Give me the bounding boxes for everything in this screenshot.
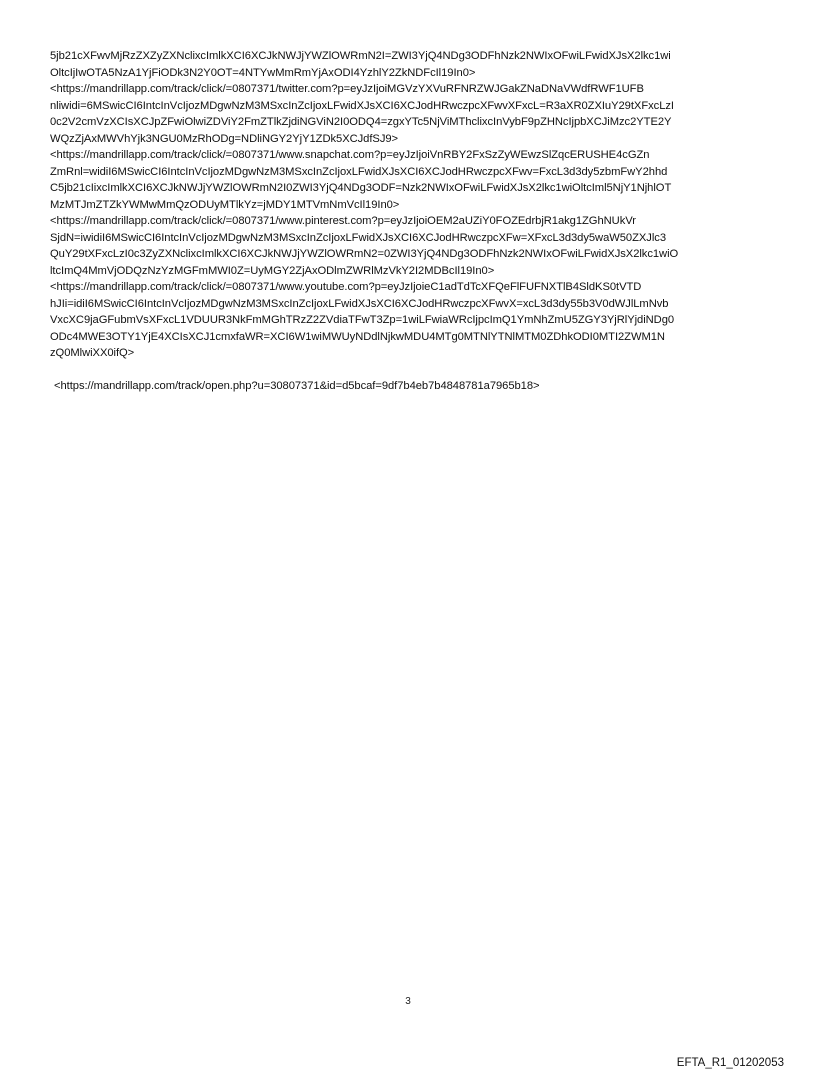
open-tracking-link: <https://mandrillapp.com/track/open.php?u=30807371&id=d5bcaf=9df7b4eb7b4848781a7965b18>	[54, 379, 540, 392]
body-text-line: <https://mandrillapp.com/track/click/=0807371/twitter.com?p=eyJzIjoiMGVzYXVuRFNRZWJGakZNaDNaVWdfRWF1UFB	[50, 83, 644, 95]
body-text-line: <https://mandrillapp.com/track/click/=0807371/www.snapchat.com?p=eyJzIjoiVnRBY2FxSzZyWEwzSlZqcERUSHE4cGZn	[50, 149, 650, 161]
page-number: 3	[405, 996, 411, 1007]
tracking-link-lines	[50, 48, 770, 362]
body-text-line: <https://mandrillapp.com/track/click/=0807371/www.pinterest.com?p=eyJzIjoiOEM2aUZiY0FOZEdrbjR1akg1ZGhNUkVr	[50, 215, 636, 227]
body-text-line: QuY29tXFxcLzI0c3ZyZXNclixcImlkXCI6XCJkNWJjYWZlOWRmN2=0ZWI3YjQ4NDg3ODFhNzk2NWIxOFwiLFwidXJsX2lkc1wiO	[50, 248, 679, 260]
body-text-line: <https://mandrillapp.com/track/click/=0807371/www.youtube.com?p=eyJzIjoieC1adTdTcXFQeFlFUFNXTlB4SldKS0tVTD	[50, 281, 642, 293]
body-text-line: ZmRnl=widiI6MSwicCI6IntcInVcIjozMDgwNzM3MSxcInZcIjoxLFwidXJsXCI6XCJodHRwczpcXFwv=FxcL3d3dy5zbmFwY2hhd	[50, 165, 668, 178]
body-text-line: nliwidi=6MSwicCI6IntcInVcIjozMDgwNzM3MSxcInZcIjoxLFwidXJsXCI6XCJodHRwczpcXFwvXFxcL=R3aXR0ZXIuY29tXFxcLzI	[50, 99, 674, 112]
body-text-line: ODc4MWE3OTY1YjE4XCIsXCJ1cmxfaWR=XCI6W1wiMWUyNDdlNjkwMDU4MTg0MTNlYTNlMTM0ZDhkODI0MTI2ZWM1N	[50, 330, 665, 343]
body-text-line: 0c2V2cmVzXCIsXCJpZFwiOlwiZDViY2FmZTlkZjdiNGViN2I0ODQ4=zgxYTc5NjViMThclixcInVybF9pZHNcIjpbXCJiMzc2YTE2Y	[50, 116, 672, 128]
body-text-line: hJIi=idiI6MSwicCI6IntcInVcIjozMDgwNzM3MSxcInZcIjoxLFwidXJsXCI6XCJodHRwczpcXFwvX=xcL3d3dy55b3V0dWJlLmNvb	[50, 297, 669, 310]
body-text-line: zQ0MlwiXX0ifQ>	[50, 347, 135, 359]
body-text-line: C5jb21cIixcImlkXCI6XCJkNWJjYWZlOWRmN2I0ZWI3YjQ4NDg3ODF=Nzk2NWIxOFwiLFwidXJsX2lkc1wiOltcIml5NjY1NjhlOT	[50, 182, 672, 194]
email-body-text	[50, 48, 770, 394]
paragraph-spacer	[50, 362, 770, 378]
body-text-line: SjdN=iwidiI6MSwicCI6IntcInVcIjozMDgwNzM3MSxcInZcIjoxLFwidXJsXCI6XCJodHRwczpcXFw=XFxcL3d3dy5waW50ZXJlc3	[50, 231, 666, 244]
body-text-line: 5jb21cXFwvMjRzZXZyZXNclixcImlkXCI6XCJkNWJjYWZlOWRmN2I=ZWI3YjQ4NDg3ODFhNzk2NWIxOFwiLFwidXJsX2lkc1wi	[50, 50, 671, 62]
body-text-line: MzMTJmZTZkYWMwMmQzODUyMTlkYz=jMDY1MTVmNmVcIl19In0>	[50, 198, 400, 211]
body-text-line: ltcImQ4MmVjODQzNzYzMGFmMWI0Z=UyMGY2ZjAxODlmZWRlMzVkY2I2MDBcIl19In0>	[50, 264, 495, 277]
body-text-line: OltcIjIwOTA5NzA1YjFiODk3N2Y0OT=4NTYwMmRmYjAxODI4YzhlY2ZkNDFcIl19In0>	[50, 66, 476, 79]
document-id-stamp: EFTA_R1_01202053	[676, 1057, 784, 1069]
body-text-line: VxcXC9jaGFubmVsXFxcL1VDUUR3NkFmMGhTRzZ2ZVdiaTFwT3Zp=1wiLFwiaWRcIjpcImQ1YmNhZmU5ZGY3YjRlYjdiNDg0	[50, 314, 675, 326]
body-text-line: WQzZjAxMWVhYjk3NGU0MzRhODg=NDliNGY2YjY1ZDk5XCJdfSJ9>	[50, 132, 399, 145]
